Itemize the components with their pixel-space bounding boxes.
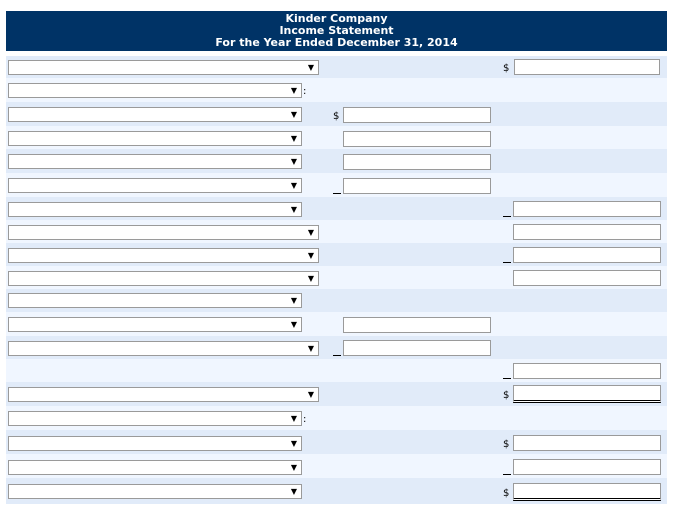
statement-row: [6, 149, 667, 173]
chevron-down-icon: ▼: [290, 110, 297, 119]
company-name: Kinder Company: [285, 12, 388, 25]
chevron-down-icon: ▼: [290, 205, 297, 214]
chevron-down-icon: ▼: [307, 63, 314, 72]
chevron-down-icon: ▼: [290, 320, 297, 329]
colon-text: :: [303, 86, 307, 97]
account-dropdown[interactable]: [8, 460, 302, 475]
dollar-sign: $: [503, 488, 510, 499]
amount-input[interactable]: [343, 154, 491, 170]
account-dropdown[interactable]: [8, 83, 302, 98]
underline-mark: [503, 474, 511, 475]
statement-row: [6, 102, 667, 126]
chevron-down-icon: ▼: [307, 344, 314, 353]
dollar-sign: $: [503, 63, 510, 74]
account-dropdown[interactable]: [8, 436, 302, 451]
statement-row: [6, 382, 667, 406]
statement-row: [6, 406, 667, 430]
amount-input[interactable]: [343, 178, 491, 194]
statement-row: [6, 454, 667, 478]
account-dropdown[interactable]: [8, 202, 302, 217]
statement-row: [6, 56, 667, 78]
underline-mark: [333, 355, 341, 356]
amount-input[interactable]: [513, 435, 661, 451]
account-dropdown[interactable]: [8, 60, 319, 75]
statement-row: [6, 126, 667, 149]
amount-input[interactable]: [514, 59, 660, 75]
statement-row: [6, 78, 667, 102]
amount-input[interactable]: [343, 107, 491, 123]
underline-mark: [503, 216, 511, 217]
account-dropdown[interactable]: [8, 248, 319, 263]
chevron-down-icon: ▼: [307, 274, 314, 283]
colon-text: :: [303, 414, 307, 425]
amount-input[interactable]: [343, 317, 491, 333]
account-dropdown[interactable]: [8, 387, 319, 402]
account-dropdown[interactable]: [8, 411, 302, 426]
statement-row: [6, 197, 667, 220]
amount-input[interactable]: [513, 224, 661, 240]
chevron-down-icon: ▼: [290, 414, 297, 423]
amount-input[interactable]: [513, 363, 661, 379]
underline-mark: [503, 262, 511, 263]
statement-header: [6, 11, 667, 51]
chevron-down-icon: ▼: [290, 296, 297, 305]
amount-input[interactable]: [343, 131, 491, 147]
account-dropdown[interactable]: [8, 293, 302, 308]
account-dropdown[interactable]: [8, 271, 319, 286]
chevron-down-icon: ▼: [290, 463, 297, 472]
account-dropdown[interactable]: [8, 225, 319, 240]
chevron-down-icon: ▼: [307, 228, 314, 237]
dollar-sign: $: [333, 111, 340, 122]
statement-period: For the Year Ended December 31, 2014: [215, 36, 458, 49]
chevron-down-icon: ▼: [290, 134, 297, 143]
account-dropdown[interactable]: [8, 107, 302, 122]
chevron-down-icon: ▼: [290, 439, 297, 448]
account-dropdown[interactable]: [8, 178, 302, 193]
chevron-down-icon: ▼: [290, 86, 297, 95]
statement-row: [6, 243, 667, 266]
statement-title: Income Statement: [279, 24, 394, 37]
account-dropdown[interactable]: [8, 317, 302, 332]
statement-row: [6, 478, 667, 504]
underline-mark: [333, 193, 341, 194]
chevron-down-icon: ▼: [307, 390, 314, 399]
chevron-down-icon: ▼: [290, 157, 297, 166]
statement-row: [6, 173, 667, 197]
account-dropdown[interactable]: [8, 484, 302, 499]
underline-mark: [503, 378, 511, 379]
statement-row: [6, 266, 667, 289]
dollar-sign: $: [503, 390, 510, 401]
chevron-down-icon: ▼: [307, 251, 314, 260]
statement-row: [6, 312, 667, 336]
statement-row: [6, 359, 667, 382]
dollar-sign: $: [503, 439, 510, 450]
amount-input[interactable]: [343, 340, 491, 356]
amount-input[interactable]: [513, 201, 661, 217]
total-amount-input[interactable]: [513, 385, 661, 403]
chevron-down-icon: ▼: [290, 487, 297, 496]
chevron-down-icon: ▼: [290, 181, 297, 190]
amount-input[interactable]: [513, 459, 661, 475]
statement-row: [6, 220, 667, 243]
amount-input[interactable]: [513, 270, 661, 286]
account-dropdown[interactable]: [8, 131, 302, 146]
statement-row: [6, 289, 667, 312]
account-dropdown[interactable]: [8, 154, 302, 169]
statement-row: [6, 336, 667, 359]
amount-input[interactable]: [513, 247, 661, 263]
account-dropdown[interactable]: [8, 341, 319, 356]
statement-row: [6, 430, 667, 454]
total-amount-input[interactable]: [513, 483, 661, 501]
